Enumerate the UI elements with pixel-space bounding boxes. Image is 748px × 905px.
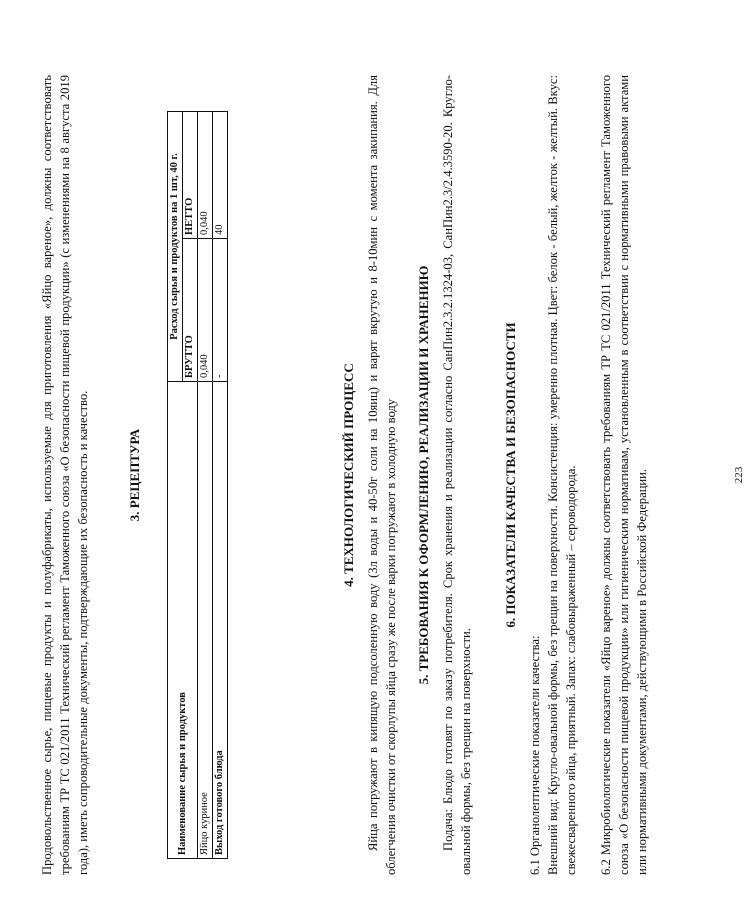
table-row — [213, 112, 228, 859]
quality-heading: 6. ПОКАЗАТЕЛИ КАЧЕСТВА И БЕЗОПАСНОСТИ — [503, 322, 518, 628]
requirements-text: Подача: Блюдо готовят по заказу потребителя. Срок хранения и реализации согласно СанПин2.3.2.1324-03, СанПин2.3/2.4.3590-20. Кругло-овальной формы, без трещин на поверхности. — [441, 75, 473, 875]
col-net-header: НЕТТО — [183, 112, 198, 239]
row-net: 40 — [213, 112, 228, 239]
row-net: 0,040 — [198, 112, 213, 239]
process-text: Яйца погружают в кипящую подсоленную воду (3л воды и 40-50г соли на 10яиц) и варят вкрутую и 8-10мин с момента закипания. Для облегчения очистки от скорлупы яйца сразу же после варки погружают в холодную воду — [366, 75, 398, 875]
process-heading: 4. ТЕХНОЛОГИЧЕСКИЙ ПРОЦЕСС — [341, 363, 356, 587]
intro-paragraph: Продовольственное сырье, пищевые продукты и полуфабрикаты, используемые для приготовления «Яйцо вареное», должны соответствовать требованиям ТР ТС 021/2011 Технический регламент Таможенного союза «О безопасности пищевой продукции» (с изменениями на 8 августа 2019 года), иметь сопроводительные документы, подтверждающие их безопасность и качество. — [40, 75, 90, 875]
organoleptic-title: 6.1 Органолептические показатели качества: — [528, 635, 542, 875]
table-row — [198, 112, 213, 859]
col-name-header: Наименование сырья и продуктов — [168, 382, 198, 859]
page-number: 223 — [733, 466, 745, 484]
col-gross-header: БРУТТО — [183, 238, 198, 381]
row-name: Выход готового блюда — [213, 382, 228, 859]
col-usage-header: Расход сырья и продуктов на 1 шт, 40 г. — [168, 112, 183, 382]
requirements-heading: 5. ТРЕБОВАНИЯ К ОФОРМЛЕНИЮ, РЕАЛИЗАЦИИ И ХРАНЕНИЮ — [416, 265, 431, 685]
table-header-row — [168, 112, 183, 859]
row-gross: 0,040 — [198, 238, 213, 381]
recipe-table — [167, 111, 228, 859]
rotated-content — [30, 30, 745, 875]
row-name: Яйцо куриное — [198, 382, 213, 859]
row-gross: - — [213, 238, 228, 381]
organoleptic-text: Внешний вид: Кругло-овальной формы, без трещин на поверхности. Консистенция: умеренно плотная. Цвет: белок - белый, желток - желтый. Вкус: свежесваренного яйца, приятный. Запах: слабовыраженный – сероводорода. — [546, 75, 578, 875]
microbiological-text: 6.2 Микробиологические показатели «Яйцо вареное» должны соответствовать требованиям ТР ТС 021/2011 Технический регламент Таможенного союза «О безопасности пищевой продукции» или гигиеническим нормативам, установленным в соответствии с нормативными правовыми актами или нормативными документами, действующими в Российской Федерации. — [599, 75, 649, 875]
recipe-heading: 3. РЕЦЕПТУРА — [127, 428, 142, 522]
